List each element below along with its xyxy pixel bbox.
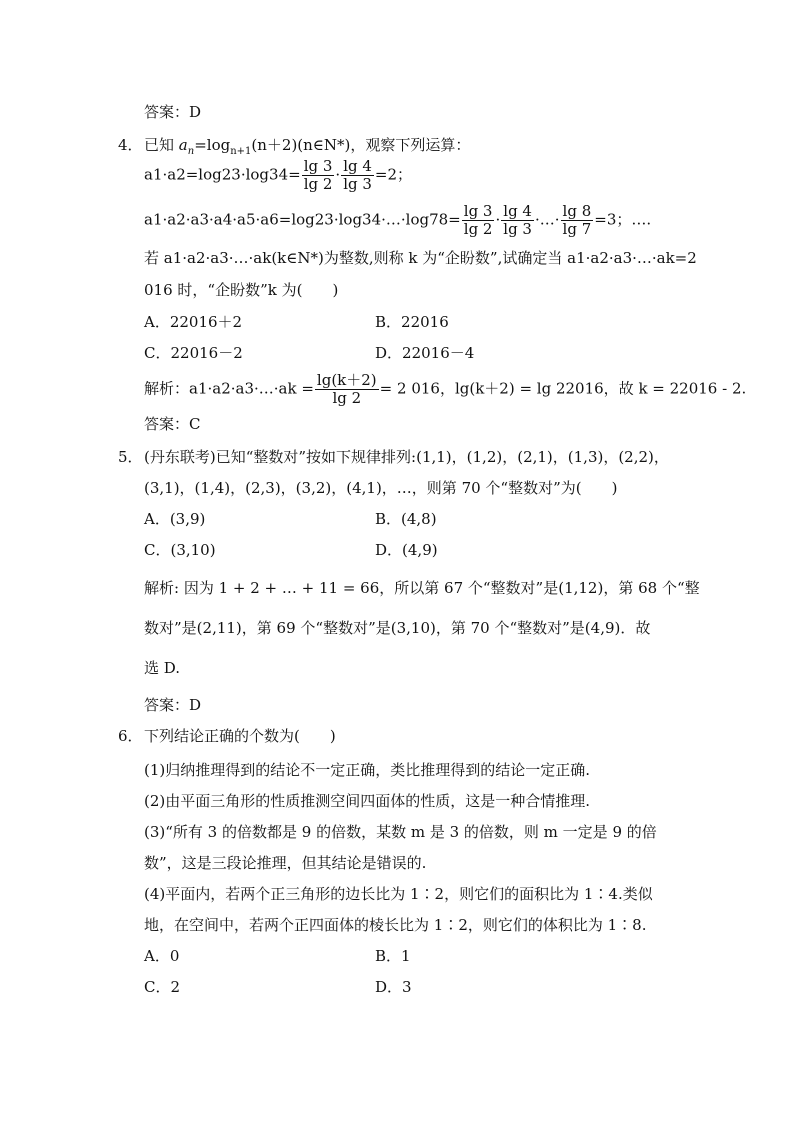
q6-statement-3b: 数”，这是三段论推理，但其结论是错误的. xyxy=(144,854,427,872)
q6-option-a: A．0 xyxy=(144,947,180,965)
q6-option-b: B．1 xyxy=(375,947,411,965)
q5-option-b: B．(4,8) xyxy=(375,510,437,528)
q5-answer: 答案：D xyxy=(144,696,202,714)
q4-option-d: D．22016－4 xyxy=(375,344,475,362)
q5-option-d: D．(4,9) xyxy=(375,541,438,559)
q4-text-line1: 若 a1·a2·a3·…·ak(k∈N*)为整数,则称 k 为“企盼数”,试确定当 a1·a2·a3·…·ak=2 xyxy=(144,249,697,267)
q4-option-b: B．22016 xyxy=(375,313,449,331)
fraction: $\frac{\lg(k+2)}{\lg 2}$ xyxy=(316,371,377,407)
q4-stem: 已知 $a_n=\log_{n+1}(n+2)(n\in N*)$，观察下列运算： xyxy=(144,136,471,157)
fraction: $\frac{\lg 8}{\lg 7}$ xyxy=(562,202,592,238)
q6-statement-3a: (3)“所有 3 的倍数都是 9 的倍数，某数 m 是 3 的倍数，则 m 一定是 9 的倍 xyxy=(144,823,657,841)
q5-stem-line2: (3,1)，(1,4)，(2,3)，(3,2)，(4,1)，…，则第 70 个“整数对”为( ) xyxy=(144,479,618,497)
q6-option-d: D．3 xyxy=(375,978,412,996)
q6-option-c: C．2 xyxy=(144,978,181,996)
fraction: $\frac{\lg 3}{\lg 2}$ xyxy=(303,157,333,193)
q5-stem-line1: (丹东联考)已知“整数对”按如下规律排列:(1,1)，(1,2)，(2,1)，(1,3)，(2,2)， xyxy=(144,448,669,466)
q5-analysis-line2: 数对”是(2,11)，第 69 个“整数对”是(3,10)，第 70 个“整数对”是(4,9)．故 xyxy=(144,619,651,637)
q5-analysis-line1: 解析: 因为 1 + 2 + … + 11 = 66，所以第 67 个“整数对”是(1,12)，第 68 个“整 xyxy=(144,579,700,597)
q4-number: 4． xyxy=(118,136,143,154)
q6-statement-4b: 地，在空间中，若两个正四面体的棱长比为 1∶2，则它们的体积比为 1∶8. xyxy=(144,916,647,934)
q6-stem: 下列结论正确的个数为( ) xyxy=(144,727,336,745)
q6-statement-4a: (4)平面内，若两个正三角形的边长比为 1∶2，则它们的面积比为 1∶4.类似 xyxy=(144,885,653,903)
q5-number: 5． xyxy=(118,448,143,466)
q5-analysis-line3: 选 D. xyxy=(144,659,181,677)
q6-number: 6． xyxy=(118,727,143,745)
q4-formula-line1: a1·a2=log23·log34= $\frac{\lg 3}{\lg 2}$ · $\frac{\lg 4}{\lg 3}$ =2； xyxy=(144,157,413,193)
q5-option-a: A．(3,9) xyxy=(144,510,206,528)
q4-option-a: A．22016＋2 xyxy=(144,313,243,331)
q4-formula-line2: a1·a2·a3·a4·a5·a6=log23·log34·…·log78= $\frac{\lg 3}{\lg 2}$ · $\frac{\lg 4}{\lg 3}$ ·…· $\frac{\lg 8}{\lg 7}$ =3；…. xyxy=(144,202,652,238)
q6-statement-1: (1)归纳推理得到的结论不一定正确，类比推理得到的结论一定正确. xyxy=(144,761,591,779)
q4-option-c: C．22016－2 xyxy=(144,344,243,362)
q4-text-line2: 016 时，“企盼数”k 为( ) xyxy=(144,281,339,299)
q5-option-c: C．(3,10) xyxy=(144,541,216,559)
fraction: $\frac{\lg 4}{\lg 3}$ xyxy=(503,202,532,238)
fraction: $\frac{\lg 3}{\lg 2}$ xyxy=(463,202,493,238)
q6-statement-2: (2)由平面三角形的性质推测空间四面体的性质，这是一种合情推理. xyxy=(144,792,591,810)
q4-analysis: 解析：a1·a2·a3·…·ak = $\frac{\lg(k+2)}{\lg 2}$ = 2 016，lg(k＋2) = lg 22016，故 k = 22016 - 2. xyxy=(144,371,747,407)
q4-answer: 答案：C xyxy=(144,415,201,433)
q3-answer: 答案：D xyxy=(144,103,202,121)
fraction: $\frac{\lg 4}{\lg 3}$ xyxy=(343,157,372,193)
